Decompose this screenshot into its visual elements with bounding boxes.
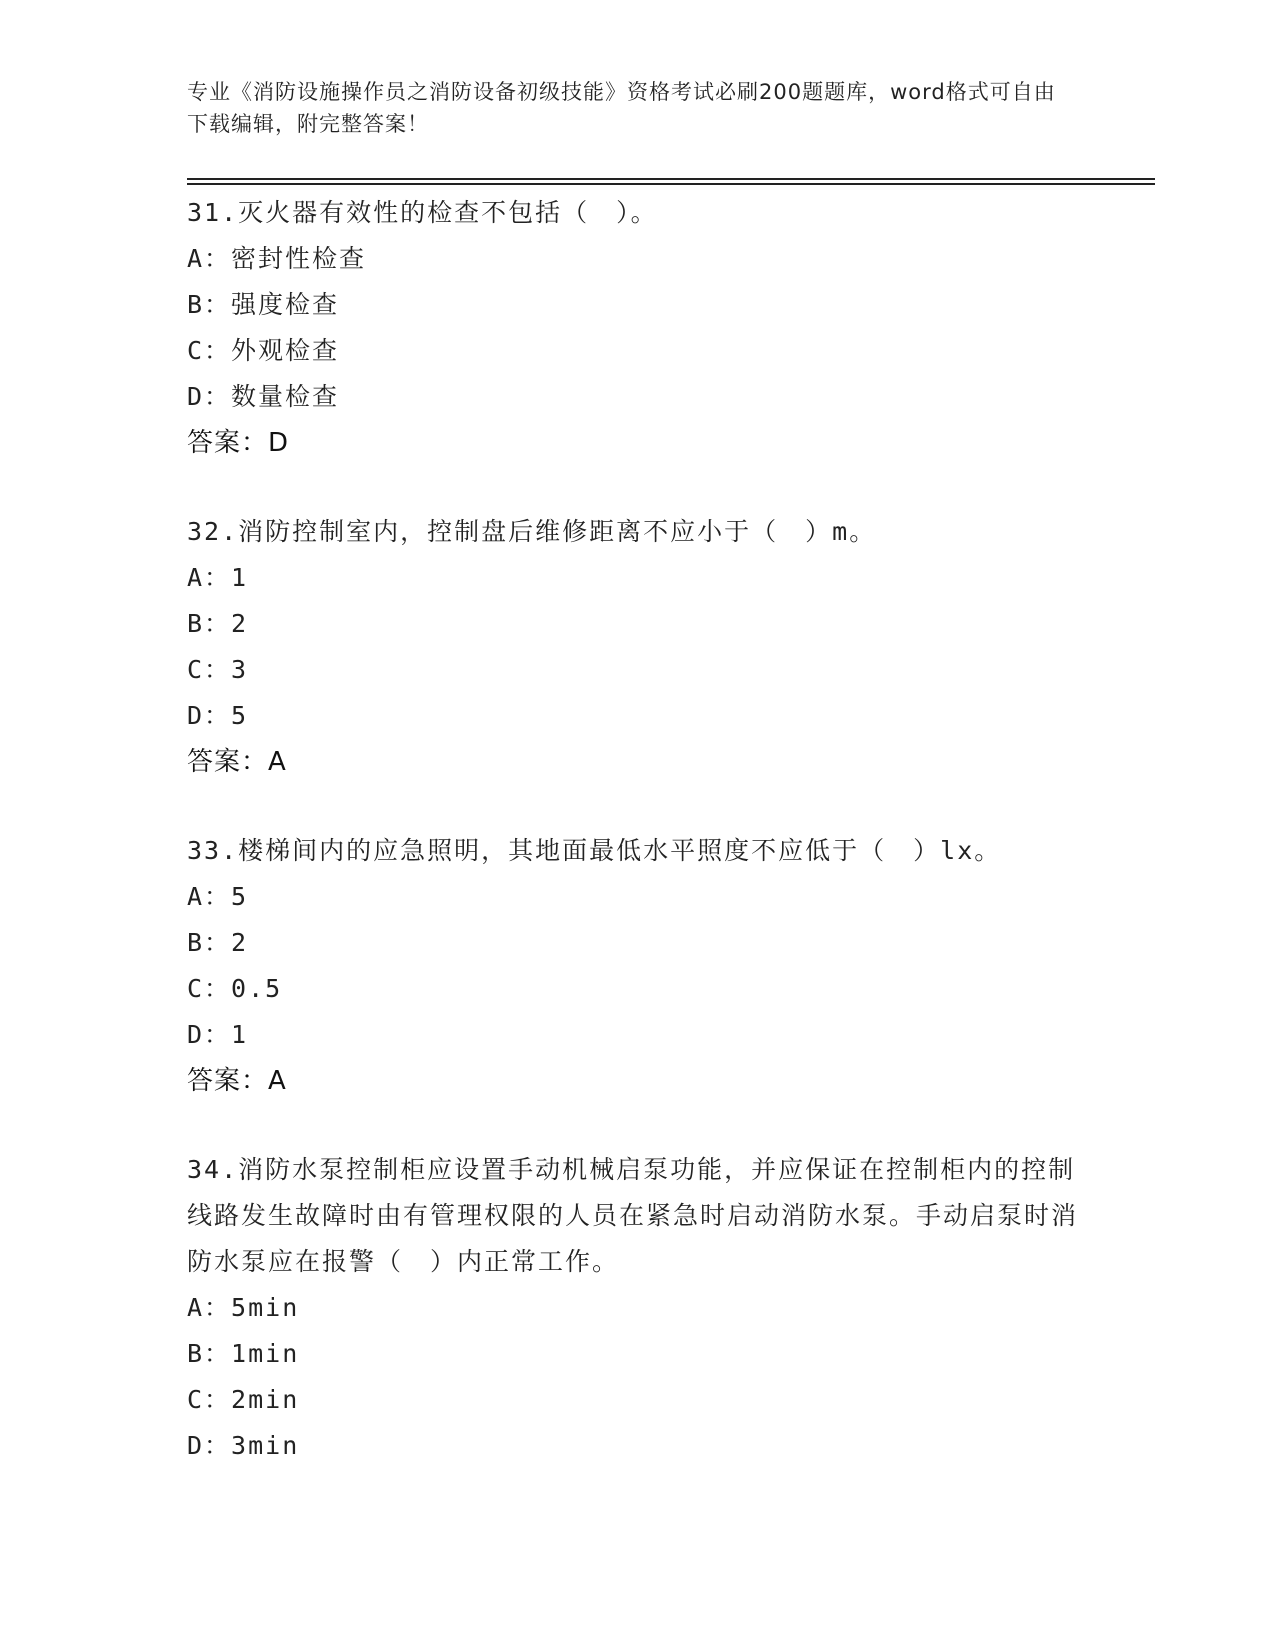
question-31: [187, 190, 1087, 466]
question-32: [187, 509, 1087, 785]
option-b: B：1min: [187, 1339, 300, 1368]
question-stem: 33.楼梯间内的应急照明，其地面最低水平照度不应低于（ ）lx。: [187, 836, 1002, 865]
option-d: D：1: [187, 1020, 249, 1049]
option-a: A：5: [187, 882, 249, 911]
option-c: C：外观检查: [187, 336, 340, 365]
question-stem: 31.灭火器有效性的检查不包括（ ）。: [187, 198, 658, 227]
option-b: B：强度检查: [187, 290, 340, 319]
answer: 答案：A: [187, 1066, 287, 1096]
answer: 答案：D: [187, 428, 290, 458]
question-stem: 34.消防水泵控制柜应设置手动机械启泵功能，并应保证在控制柜内的控制线路发生故障时由有管理权限的人员在紧急时启动消防水泵。手动启泵时消防水泵应在报警（ ）内正常工作。: [187, 1155, 1079, 1276]
option-a: A：密封性检查: [187, 244, 367, 273]
question-34: [187, 1147, 1087, 1469]
header-divider-top: [187, 178, 1155, 180]
option-b: B：2: [187, 609, 249, 638]
option-c: C：3: [187, 655, 249, 684]
question-list: [187, 190, 1087, 1512]
option-a: A：5min: [187, 1293, 300, 1322]
option-c: C：0.5: [187, 974, 283, 1003]
option-a: A：1: [187, 563, 249, 592]
option-d: D：3min: [187, 1431, 300, 1460]
question-stem: 32.消防控制室内，控制盘后维修距离不应小于（ ）m。: [187, 517, 877, 546]
option-d: D：5: [187, 701, 249, 730]
answer: 答案：A: [187, 747, 287, 777]
question-33: [187, 828, 1087, 1104]
option-c: C：2min: [187, 1385, 300, 1414]
header-divider-bottom: [187, 183, 1155, 185]
option-b: B：2: [187, 928, 249, 957]
document-header: 专业《消防设施操作员之消防设备初级技能》资格考试必刷200题题库，word格式可自由下载编辑，附完整答案！: [187, 80, 1056, 136]
option-d: D：数量检查: [187, 382, 340, 411]
